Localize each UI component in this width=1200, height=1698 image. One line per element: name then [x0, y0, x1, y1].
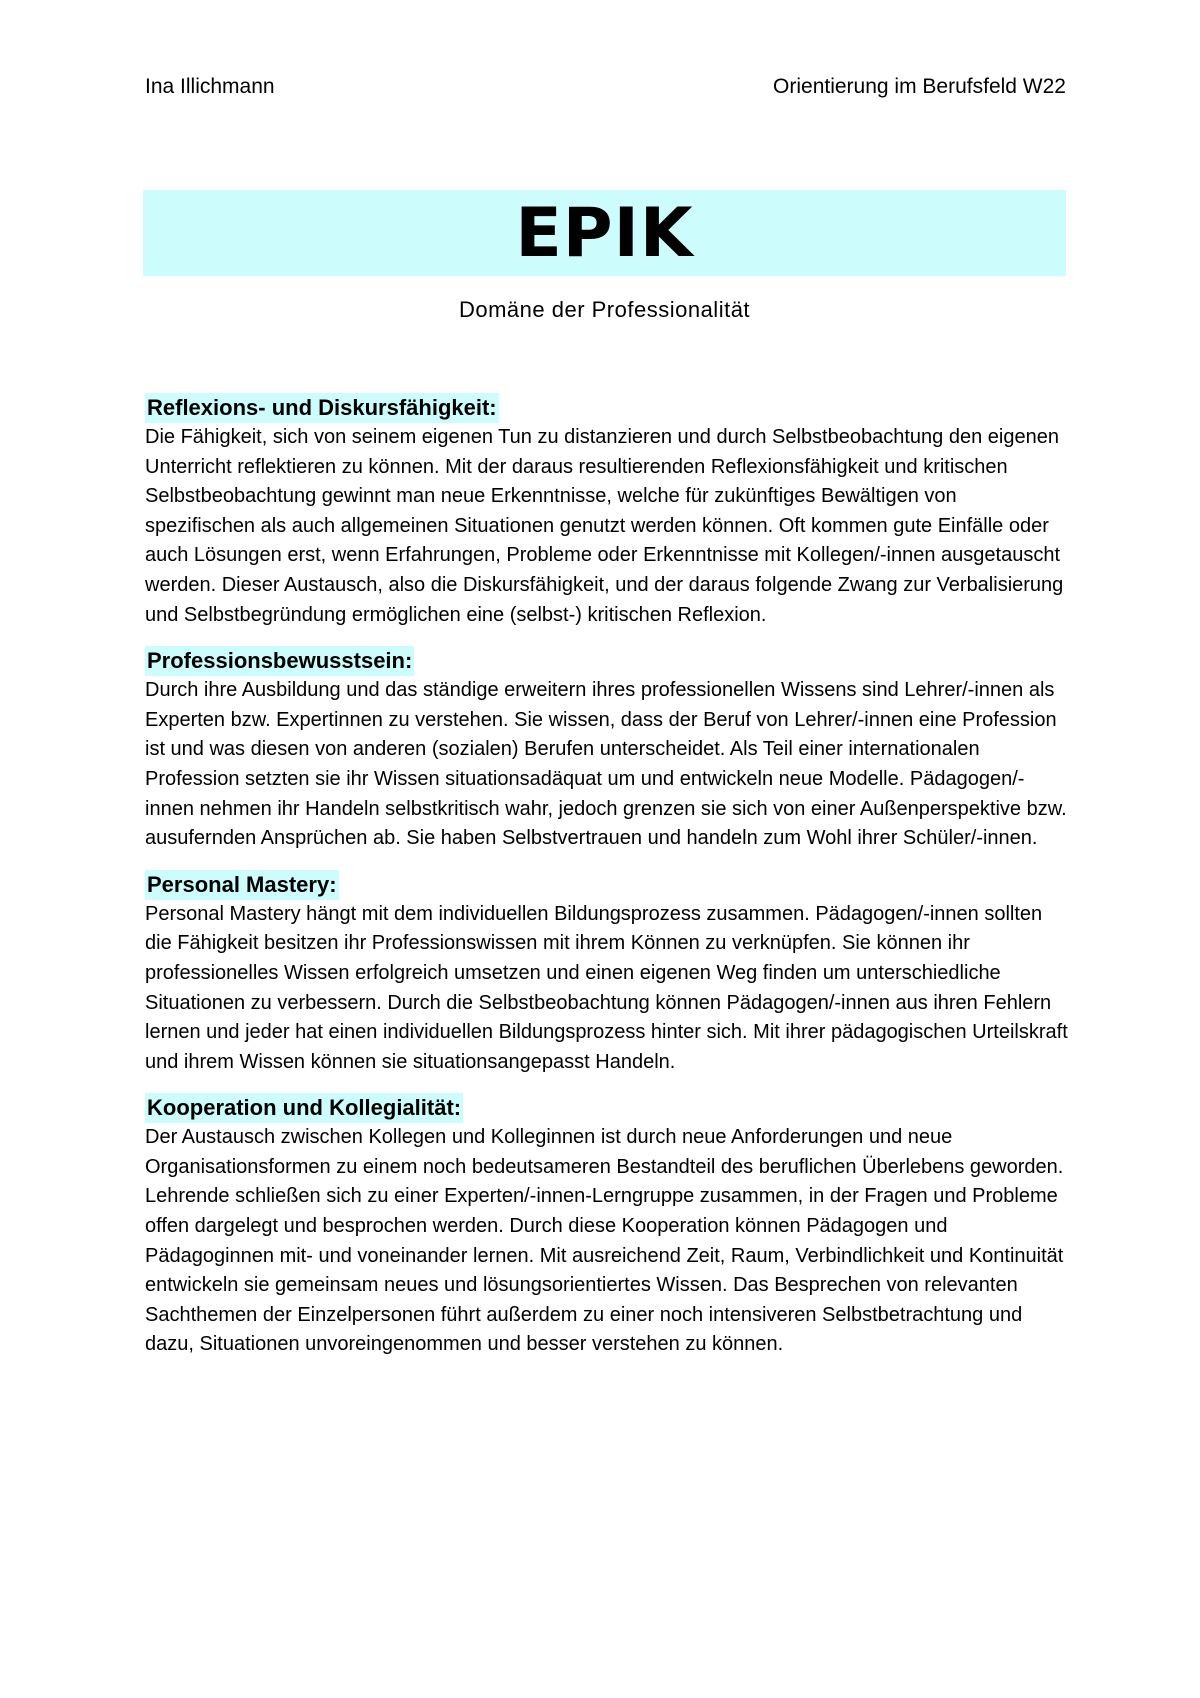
header-course: Orientierung im Berufsfeld W22	[773, 75, 1066, 98]
section-heading: Kooperation und Kollegialität:	[145, 1093, 463, 1123]
section-reflexion	[145, 393, 1070, 630]
section-body: Der Austausch zwischen Kollegen und Kolleginnen ist durch neue Anforderungen und neue Organisationsformen zu einem noch bedeutsameren Bestandteil des beruflichen Überlebens geworden. Lehrende schließen sich zu einer Experten/-innen-Lerngruppe zusammen, in der Fragen und Probleme offen dargelegt und besprochen werden. Durch diese Kooperation können Pädagogen und Pädagoginnen mit- und voneinander lernen. Mit ausreichend Zeit, Raum, Verbindlichkeit und Kontinuität entwickeln sie gemeinsam neues und lösungsorientiertes Wissen. Das Besprechen von relevanten Sachthemen der Einzelpersonen führt außerdem zu einer noch intensiveren Selbstbetrachtung und dazu, Situationen unvoreingenommen und besser verstehen zu können.	[145, 1126, 1064, 1356]
header-author: Ina Illichmann	[145, 75, 275, 98]
document-content	[145, 393, 1070, 1376]
section-body: Durch ihre Ausbildung und das ständige erweitern ihres professionellen Wissens sind Lehrer/-innen als Experten bzw. Expertinnen zu verstehen. Sie wissen, dass der Beruf von Lehrer/-innen eine Profession ist und was diesen von anderen (sozialen) Berufen unterscheidet. Als Teil einer internationalen Profession setzten sie ihr Wissen situationsadäquat um und entwickeln neue Modelle. Pädagogen/-innen nehmen ihr Handeln selbstkritisch wahr, jedoch grenzen sie sich von einer Außenperspektive bzw. ausufernden Ansprüchen ab. Sie haben Selbstvertrauen und handeln zum Wohl ihrer Schüler/-innen.	[145, 679, 1067, 850]
title-banner	[143, 190, 1066, 276]
section-body: Die Fähigkeit, sich von seinem eigenen Tun zu distanzieren und durch Selbstbeobachtung den eigenen Unterricht reflektieren zu können. Mit der daraus resultierenden Reflexionsfähigkeit und kritischen Selbstbeobachtung gewinnt man neue Erkenntnisse, welche für zukünftiges Bewältigen von spezifischen als auch allgemeinen Situationen genutzt werden können. Oft kommen gute Einfälle oder auch Lösungen erst, wenn Erfahrungen, Probleme oder Erkenntnisse mit Kollegen/-innen ausgetauscht werden. Dieser Austausch, also die Diskursfähigkeit, und der daraus folgende Zwang zur Verbalisierung und Selbstbegründung ermöglichen eine (selbst-) kritischen Reflexion.	[145, 426, 1064, 626]
page-header	[145, 72, 1066, 102]
section-kooperation	[145, 1093, 1070, 1360]
section-heading: Reflexions- und Diskursfähigkeit:	[145, 393, 499, 423]
document-title: EPIK	[515, 193, 694, 273]
section-body: Personal Mastery hängt mit dem individuellen Bildungsprozess zusammen. Pädagogen/-innen sollten die Fähigkeit besitzen ihr Professionswissen mit ihrem Können zu verknüpfen. Sie können ihr professionelles Wissen erfolgreich umsetzen und einen eigenen Weg finden um unterschiedliche Situationen zu verbessern. Durch die Selbstbeobachtung können Pädagogen/-innen aus ihren Fehlern lernen und jeder hat einen individuellen Bildungsprozess hinter sich. Mit ihrer pädagogischen Urteilskraft und ihrem Wissen können sie situationsangepasst Handeln.	[145, 902, 1068, 1073]
section-professionsbewusstsein	[145, 646, 1070, 854]
section-personal-mastery	[145, 870, 1070, 1078]
document-subtitle: Domäne der Professionalität	[458, 297, 751, 322]
section-heading: Personal Mastery:	[145, 870, 339, 900]
section-heading: Professionsbewusstsein:	[145, 646, 414, 676]
